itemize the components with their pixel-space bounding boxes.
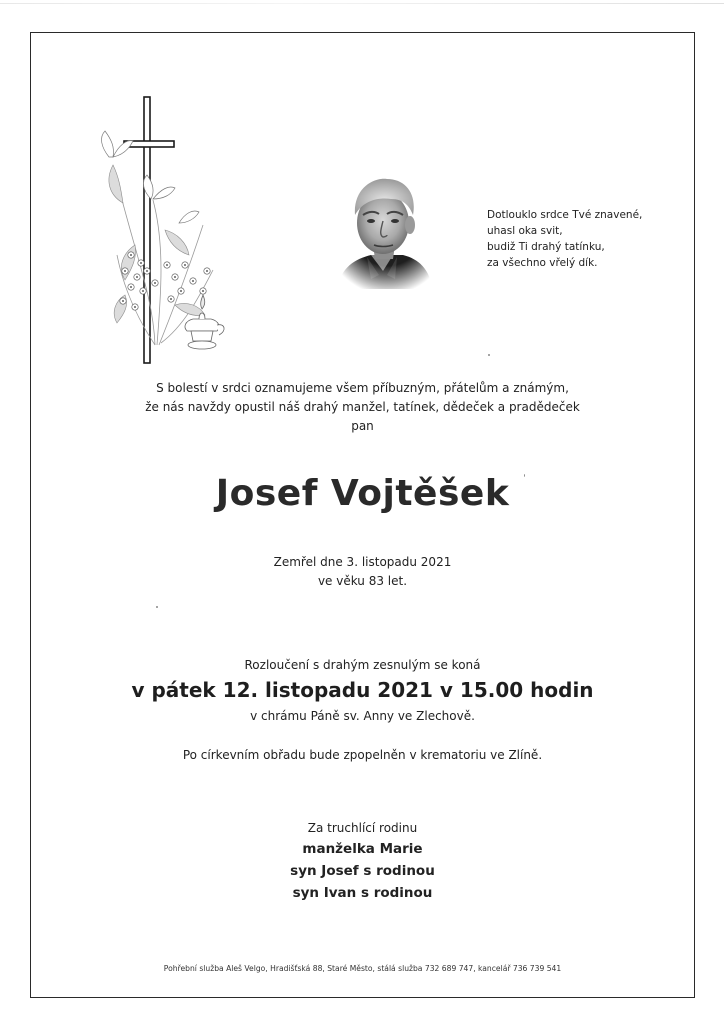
death-date: Zemřel dne 3. listopadu 2021 [273,555,452,569]
mourner-name: syn Josef s rodinou [290,863,435,879]
mourners-list [30,838,695,904]
death-age: ve věku 83 let. [317,574,408,588]
scan-speck [488,354,490,356]
mourner-name: syn Ivan s rodinou [292,885,433,901]
scan-speck [156,606,158,608]
farewell-place: v chrámu Páně sv. Anny ve Zlechově. [250,709,475,723]
funeral-service-footer: Pohřební služba Aleš Velgo, Hradišťská 88, Staré Město, stálá služba 732 689 747, kancelář 736 739 541 [163,964,562,973]
ceremony-note: Po církevním obřadu bude zpopelněn v krematoriu ve Zlíně. [182,748,543,762]
poem-line: uhasl oka svit, [487,225,563,237]
poem-line: za všechno vřelý dík. [487,257,598,269]
announcement [30,379,695,436]
announcement-line: pan [351,419,374,433]
farewell-intro: Rozloučení s drahým zesnulým se koná [244,658,481,672]
scan-edge-line [0,3,724,4]
poem-line: budiž Ti drahý tatínku, [487,241,605,253]
farewell-date-time: v pátek 12. listopadu 2021 v 15.00 hodin [131,678,594,702]
poem-line: Dotlouklo srdce Tvé znavené, [487,209,643,221]
announcement-line: že nás navždy opustil náš drahý manžel, tatínek, dědeček a pradědeček [145,400,580,414]
deceased-name: Josef Vojtěšek [215,473,510,514]
cross-with-flowers-icon [95,95,230,365]
announcement-line: S bolestí v srdci oznamujeme všem příbuzným, přátelům a známým, [156,381,569,395]
mourner-name: manželka Marie [302,841,423,857]
portrait-photo-icon [327,167,437,289]
poem [487,207,687,271]
scan-speck [524,474,525,477]
death-info [30,553,695,591]
mourners-intro: Za truchlící rodinu [307,821,418,835]
